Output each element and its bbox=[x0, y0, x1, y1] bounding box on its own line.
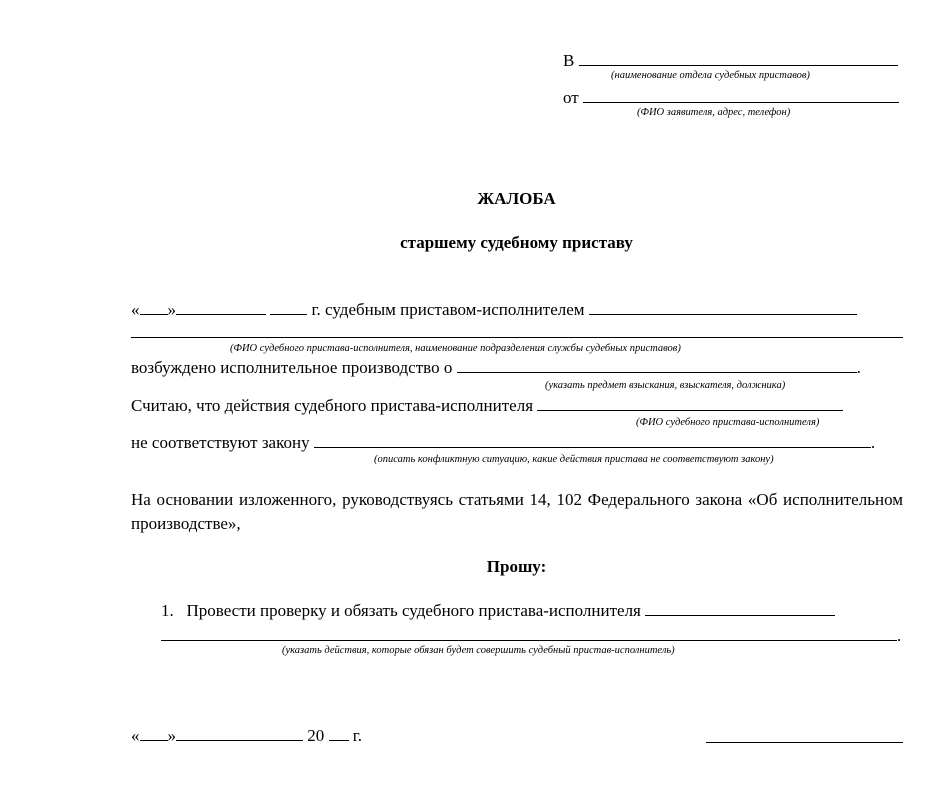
body-line-proceedings bbox=[131, 357, 861, 378]
request-caption: (указать действия, которые обязан будет совершить судебный пристав-исполнитель) bbox=[282, 645, 675, 656]
footer-month-blank[interactable] bbox=[176, 725, 303, 741]
document-title: ЖАЛОБА bbox=[477, 189, 556, 208]
applicant-caption: (ФИО заявителя, адрес, телефон) bbox=[637, 107, 791, 118]
document-subtitle: старшему судебному приставу bbox=[400, 233, 633, 252]
actions-bailiff-blank[interactable] bbox=[537, 395, 843, 411]
addressee-caption: (наименование отдела судебных приставов) bbox=[611, 70, 810, 81]
conflict-caption: (описать конфликтную ситуацию, какие действия пристава не соответствуют закону) bbox=[374, 454, 774, 465]
body-line-actions bbox=[131, 395, 843, 416]
proceedings-subject-blank[interactable] bbox=[457, 357, 857, 373]
bailiff-caption: (ФИО судебного пристава-исполнителя, наименование подразделения службы судебных приставов) bbox=[230, 343, 681, 354]
body-line-date bbox=[131, 299, 857, 320]
applicant-line bbox=[563, 87, 899, 108]
body-line1-text: г. судебным приставом-исполнителем bbox=[311, 300, 585, 319]
footer-year-blank[interactable] bbox=[329, 725, 349, 741]
addressee-line bbox=[563, 50, 898, 71]
bailiff-blank[interactable] bbox=[589, 299, 857, 315]
signature-blank[interactable] bbox=[706, 742, 903, 743]
proceedings-caption: (указать предмет взыскания, взыскателя, должника) bbox=[545, 380, 786, 391]
request-heading: Прошу: bbox=[486, 557, 547, 576]
body-line3-text: возбуждено исполнительное производство о bbox=[131, 358, 453, 377]
actions-caption: (ФИО судебного пристава-исполнителя) bbox=[636, 417, 820, 428]
request-item-text: Провести проверку и обязать судебного пристава-исполнителя bbox=[186, 601, 641, 620]
request-item-number: 1. bbox=[161, 601, 174, 620]
year-prefix: 20 bbox=[307, 726, 325, 745]
bailiff-details-blank[interactable] bbox=[131, 337, 903, 338]
year-blank[interactable] bbox=[270, 299, 307, 315]
month-blank[interactable] bbox=[176, 299, 266, 315]
body-line5-text: не соответствуют закону bbox=[131, 433, 310, 452]
addressee-blank[interactable] bbox=[579, 50, 898, 66]
footer-date bbox=[131, 725, 362, 746]
quote-close: » bbox=[167, 726, 176, 745]
period: . bbox=[870, 433, 876, 452]
body-line-law bbox=[131, 432, 875, 453]
applicant-blank[interactable] bbox=[583, 87, 899, 103]
body-line4-text: Считаю, что действия судебного пристава-исполнителя bbox=[131, 396, 534, 415]
request-item bbox=[161, 600, 835, 621]
legal-basis-paragraph: На основании изложенного, руководствуясь статьями 14, 102 Федерального закона «Об исполнительном производстве», bbox=[131, 490, 903, 533]
request-blank-2[interactable] bbox=[161, 625, 897, 641]
day-blank[interactable] bbox=[140, 299, 168, 315]
period: . bbox=[856, 358, 861, 377]
footer-day-blank[interactable] bbox=[140, 725, 168, 741]
quote-open: « bbox=[131, 726, 140, 745]
addressee-prefix: В bbox=[563, 51, 575, 70]
request-blank-1[interactable] bbox=[645, 600, 835, 616]
quote-open: « bbox=[131, 300, 140, 319]
request-item-continued bbox=[161, 625, 901, 646]
period: . bbox=[897, 626, 902, 645]
applicant-prefix: от bbox=[563, 88, 579, 107]
year-suffix: г. bbox=[352, 726, 363, 745]
conflict-blank[interactable] bbox=[314, 432, 871, 448]
quote-close: » bbox=[167, 300, 176, 319]
